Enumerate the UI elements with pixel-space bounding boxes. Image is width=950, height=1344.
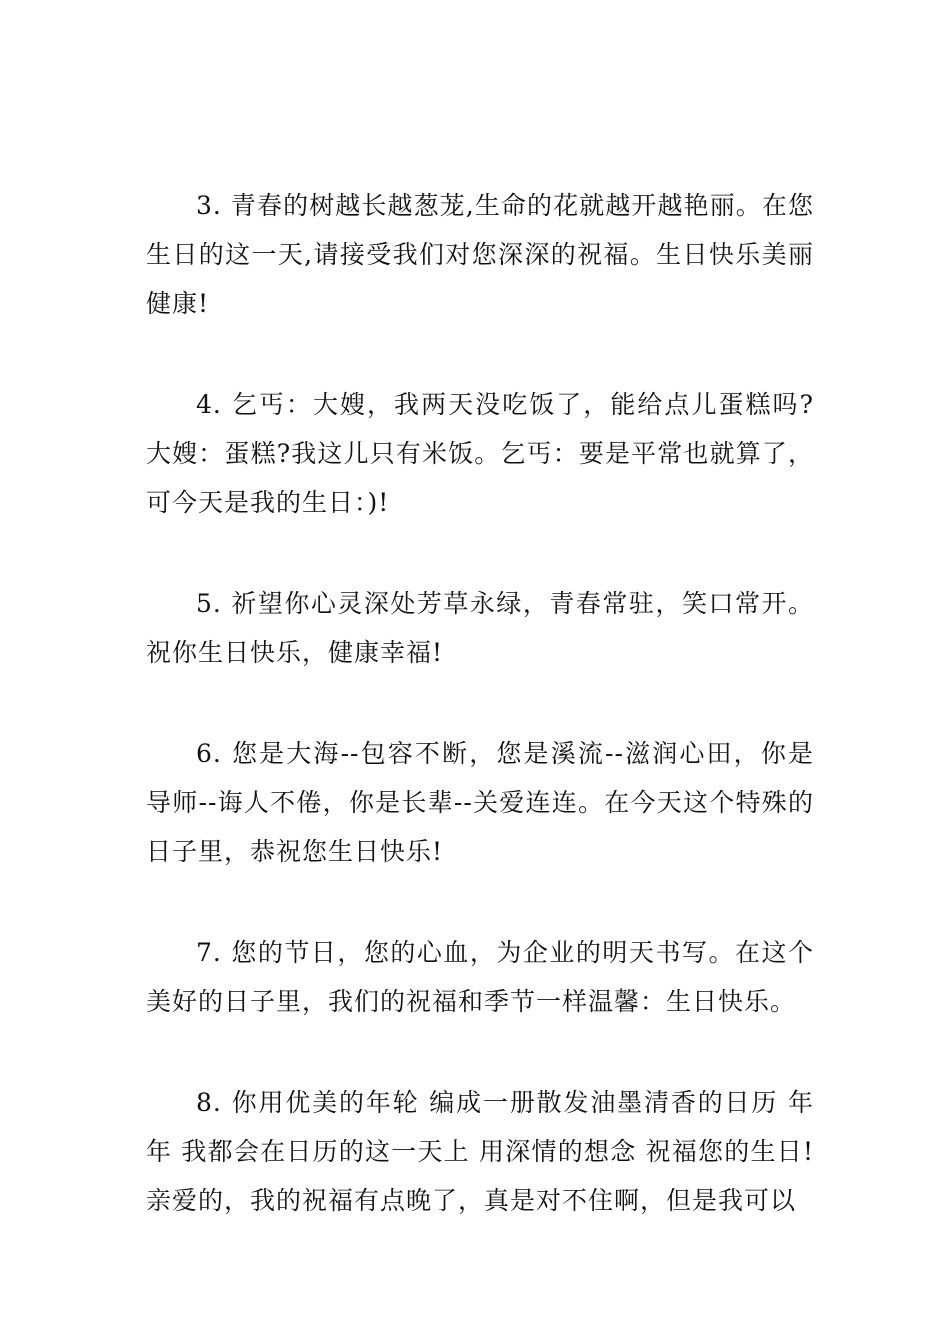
paragraph-8: 8. 你用优美的年轮 编成一册散发油墨清香的日历 年年 我都会在日历的这一天上 用深情的想念 祝福您的生日!亲爱的，我的祝福有点晚了，真是对不住啊，但是我可以 [146,1088,814,1215]
paragraph-5: 5. 祈望你心灵深处芳草永绿，青春常驻，笑口常开。祝你生日快乐，健康幸福! [146,589,814,667]
document-body [146,181,814,1277]
paragraph-4: 4. 乞丐：大嫂，我两天没吃饭了，能给点儿蛋糕吗?大嫂：蛋糕?我这儿只有米饭。乞丐：要是平常也就算了，可今天是我的生日：)! [146,390,814,517]
paragraph-6: 6. 您是大海--包容不断，您是溪流--滋润心田，你是导师--诲人不倦，你是长辈--关爱连连。在今天这个特殊的日子里，恭祝您生日快乐! [146,739,814,866]
paragraph-3: 3. 青春的树越长越葱茏,生命的花就越开越艳丽。在您生日的这一天,请接受我们对您深深的祝福。生日快乐美丽健康! [146,191,814,318]
paragraph-7: 7. 您的节日，您的心血，为企业的明天书写。在这个美好的日子里，我们的祝福和季节一样温馨：生日快乐。 [146,938,814,1016]
